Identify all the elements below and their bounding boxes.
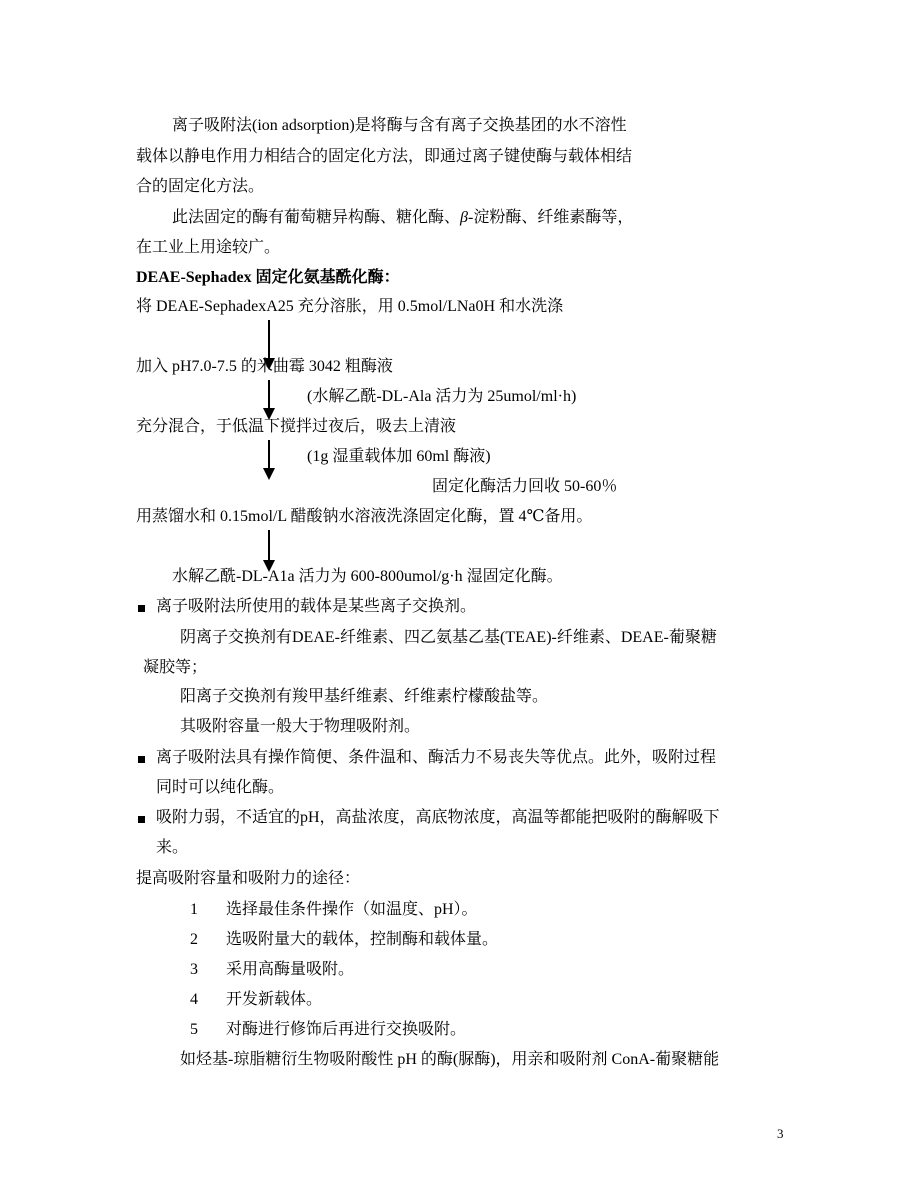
intro-line-4b: -淀粉酶、纤维素酶等， [467, 209, 634, 226]
flow-step-1: 将 DEAE-SephadexA25 充分溶胀，用 0.5mol/LNa0H 和水洗涤 [136, 298, 564, 315]
flow-note-1: (水解乙酰-DL-Ala 活力为 25umol/ml·h) [307, 388, 577, 405]
bullet-1-sub-1a: 阴离子交换剂有DEAE-纤维素、四乙氨基乙基(TEAE)-纤维素、DEAE-葡聚糖 [180, 629, 717, 646]
bullet-3-line-1: 吸附力弱，不适宜的pH，高盐浓度，高底物浓度，高温等都能把吸附的酶解吸下 [156, 809, 720, 826]
bullet-icon [138, 756, 145, 763]
intro-line-4a: 此法固定的酶有葡萄糖异构酶、糖化酶、 [172, 209, 461, 226]
ways-item-2-number: 2 [190, 931, 198, 948]
bullet-icon [138, 816, 145, 823]
flow-step-3: 充分混合，于低温下搅拌过夜后，吸去上清液 [136, 418, 457, 435]
ways-last-line: 如烃基-琼脂糖衍生物吸附酸性 pH 的酶(脲酶)，用亲和吸附剂 ConA-葡聚糖能 [180, 1051, 720, 1068]
ways-item-3: 采用高酶量吸附。 [226, 961, 355, 978]
flow-step-4: 用蒸馏水和 0.15mol/L 醋酸钠水溶液洗涤固定化酶，置 4℃备用。 [136, 508, 593, 525]
intro-line-3: 合的固定化方法。 [136, 178, 265, 195]
bullet-1: 离子吸附法所使用的载体是某些离子交换剂。 [156, 598, 477, 615]
intro-line-5: 在工业上用途较广。 [136, 239, 281, 256]
bullet-2-line-1: 离子吸附法具有操作简便、条件温和、酶活力不易丧失等优点。此外，吸附过程 [156, 749, 717, 766]
ways-item-3-number: 3 [190, 961, 198, 978]
ways-item-1: 选择最佳条件操作（如温度、pH）。 [226, 901, 478, 918]
section-title: DEAE-Sephadex 固定化氨基酰化酶： [136, 269, 400, 286]
beta-symbol: β [460, 209, 468, 226]
ways-item-2: 选吸附量大的载体，控制酶和载体量。 [226, 931, 499, 948]
bullet-3-line-2: 来。 [156, 839, 189, 856]
down-arrow-icon [263, 440, 275, 480]
down-arrow-icon [263, 530, 275, 572]
ways-item-4-number: 4 [190, 991, 198, 1008]
bullet-1-sub-2: 阳离子交换剂有羧甲基纤维素、纤维素柠檬酸盐等。 [180, 688, 549, 705]
intro-line-4 [172, 208, 633, 228]
bullet-icon [138, 605, 145, 612]
bullet-1-sub-1b: 凝胶等； [143, 659, 208, 676]
bullet-1-sub-3: 其吸附容量一般大于物理吸附剂。 [180, 718, 421, 735]
flow-note-3: 固定化酶活力回收 50-60％ [432, 478, 618, 495]
down-arrow-icon [263, 380, 275, 420]
ways-item-4: 开发新载体。 [226, 991, 323, 1008]
flow-step-2: 加入 pH7.0-7.5 的米曲霉 3042 粗酶液 [136, 358, 393, 375]
flow-note-2: (1g 湿重载体加 60ml 酶液) [307, 448, 491, 465]
ways-item-1-number: 1 [190, 901, 198, 918]
flow-result: 水解乙酰-DL-A1a 活力为 600-800umol/g·h 湿固定化酶。 [172, 568, 563, 585]
ways-item-5-number: 5 [190, 1021, 198, 1038]
ways-title: 提高吸附容量和吸附力的途径： [136, 870, 361, 887]
intro-line-2: 载体以静电作用力相结合的固定化方法，即通过离子键使酶与载体相结 [136, 148, 633, 165]
page-number: 3 [777, 1126, 784, 1141]
intro-line-1: 离子吸附法(ion adsorption)是将酶与含有离子交换基团的水不溶性 [172, 117, 627, 134]
ways-item-5: 对酶进行修饰后再进行交换吸附。 [226, 1021, 467, 1038]
bullet-2-line-2: 同时可以纯化酶。 [156, 779, 285, 796]
